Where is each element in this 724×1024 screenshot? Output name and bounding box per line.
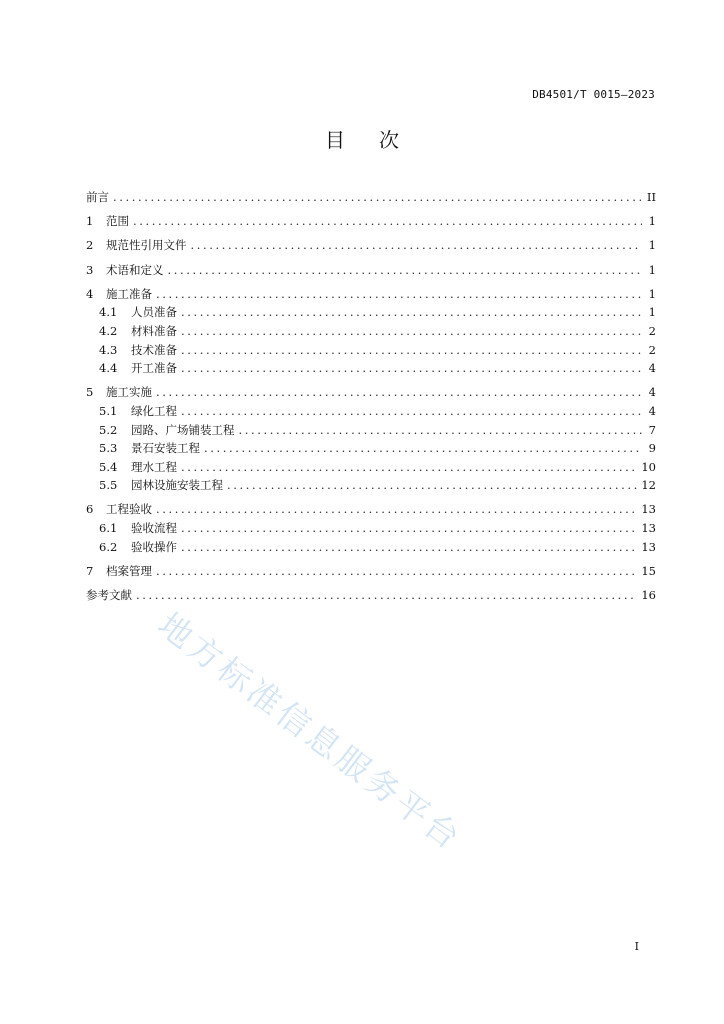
toc-leader-dots: [181, 538, 637, 557]
toc-entry-1[interactable]: [86, 212, 656, 231]
toc-entry-page: 1: [648, 262, 656, 277]
toc-entry-number: 4.3: [99, 342, 118, 357]
toc-entry-page: 1: [648, 286, 656, 301]
toc-entry-number: 7: [86, 563, 94, 578]
toc-entry-number: 6: [86, 502, 94, 517]
toc-entry-label: 景石安装工程: [131, 441, 200, 456]
toc-entry-page: 1: [648, 305, 656, 320]
toc-entry-4-2[interactable]: [86, 322, 656, 341]
toc-leader-dots: [181, 322, 642, 341]
toc-entry-5-2[interactable]: [86, 421, 656, 440]
toc-entry-label: 园林设施安装工程: [131, 478, 223, 493]
toc-entry-5-1[interactable]: [86, 402, 656, 421]
toc-entry-page: 2: [648, 342, 656, 357]
toc-entry-page: 15: [641, 563, 656, 578]
toc-entry-label: 验收流程: [131, 521, 177, 536]
toc-leader-dots: [156, 562, 637, 581]
toc-entry-page: II: [646, 190, 656, 204]
toc-entry-2[interactable]: [86, 236, 656, 255]
toc-entry-number: 5.2: [99, 422, 118, 437]
toc-entry-5[interactable]: [86, 383, 656, 402]
toc-entry-page: 16: [641, 588, 656, 603]
footer-page-number: I: [634, 940, 639, 953]
toc-entry-number: 4.2: [99, 323, 118, 338]
toc-entry-page: 10: [641, 459, 656, 474]
toc-entry-label: 技术准备: [131, 342, 177, 357]
toc-entry-number: 4: [86, 286, 94, 301]
toc-entry-number: 5.1: [99, 403, 118, 418]
toc-leader-dots: [239, 421, 643, 440]
toc-entry-number: 5.5: [99, 478, 118, 493]
toc-entry-label: 绿化工程: [131, 403, 177, 418]
table-of-contents: [86, 188, 656, 605]
toc-entry-page: 4: [648, 385, 656, 400]
toc-entry-4[interactable]: [86, 285, 656, 304]
toc-entry-number: 4.1: [99, 305, 118, 320]
toc-entry-7[interactable]: [86, 562, 656, 581]
toc-leader-dots: [181, 402, 642, 421]
toc-entry-page: 13: [641, 502, 656, 517]
toc-entry-5-4[interactable]: [86, 458, 656, 477]
toc-leader-dots: [181, 519, 637, 538]
toc-entry-page: 12: [641, 478, 656, 493]
toc-entry-page: 1: [648, 214, 656, 229]
toc-entry-label: 前言: [86, 190, 109, 204]
toc-entry-number: 5: [86, 385, 94, 400]
toc-entry-number: 6.2: [99, 539, 118, 554]
toc-entry-label: 施工实施: [106, 385, 152, 400]
toc-leader-dots: [156, 500, 637, 519]
toc-entry-label: 开工准备: [131, 361, 177, 376]
toc-entry-label: 材料准备: [131, 323, 177, 338]
toc-entry-5-3[interactable]: [86, 439, 656, 458]
toc-entry-4-3[interactable]: [86, 341, 656, 360]
toc-entry-references[interactable]: [86, 586, 656, 605]
toc-entry-number: 5.3: [99, 441, 118, 456]
toc-entry-page: 9: [648, 441, 656, 456]
toc-leader-dots: [113, 188, 642, 207]
watermark-text: 地方标准信息服务平台: [150, 604, 470, 859]
toc-entry-4-1[interactable]: [86, 303, 656, 322]
document-code: DB4501/T 0015—2023: [532, 88, 655, 101]
toc-entry-label: 园路、广场铺装工程: [131, 422, 235, 437]
toc-leader-dots: [181, 303, 642, 322]
toc-entry-label: 范围: [106, 214, 129, 229]
toc-entry-page: 7: [648, 422, 656, 437]
toc-entry-label: 工程验收: [106, 502, 152, 517]
toc-entry-page: 4: [648, 403, 656, 418]
toc-leader-dots: [181, 341, 642, 360]
toc-leader-dots: [133, 212, 642, 231]
toc-entry-4-4[interactable]: [86, 359, 656, 378]
toc-leader-dots: [181, 359, 642, 378]
toc-entry-label: 参考文献: [86, 588, 132, 603]
toc-leader-dots: [227, 476, 637, 495]
toc-entry-label: 规范性引用文件: [106, 238, 187, 253]
toc-leader-dots: [156, 285, 642, 304]
toc-entry-number: 4.4: [99, 361, 118, 376]
toc-entry-page: 4: [648, 361, 656, 376]
toc-entry-6[interactable]: [86, 500, 656, 519]
toc-leader-dots: [156, 383, 642, 402]
toc-entry-number: 2: [86, 238, 94, 253]
toc-entry-number: 6.1: [99, 521, 118, 536]
toc-entry-label: 人员准备: [131, 305, 177, 320]
toc-entry-label: 理水工程: [131, 459, 177, 474]
toc-entry-page: 2: [648, 323, 656, 338]
toc-entry-label: 档案管理: [106, 563, 152, 578]
toc-entry-6-2[interactable]: [86, 538, 656, 557]
toc-entry-number: 1: [86, 214, 94, 229]
toc-entry-label: 验收操作: [131, 539, 177, 554]
toc-entry-label: 施工准备: [106, 286, 152, 301]
toc-leader-dots: [191, 236, 643, 255]
toc-entry-page: 1: [648, 238, 656, 253]
toc-entry-6-1[interactable]: [86, 519, 656, 538]
toc-entry-5-5[interactable]: [86, 476, 656, 495]
toc-entry-number: 3: [86, 262, 94, 277]
toc-leader-dots: [204, 439, 642, 458]
page-title: 目次: [325, 128, 433, 152]
toc-entry-number: 5.4: [99, 459, 118, 474]
toc-leader-dots: [181, 458, 637, 477]
toc-entry-3[interactable]: [86, 261, 656, 280]
toc-leader-dots: [136, 586, 637, 605]
toc-entry-page: 13: [641, 539, 656, 554]
toc-entry-preface[interactable]: [86, 188, 656, 207]
toc-entry-page: 13: [641, 521, 656, 536]
toc-leader-dots: [168, 261, 643, 280]
toc-entry-label: 术语和定义: [106, 262, 164, 277]
